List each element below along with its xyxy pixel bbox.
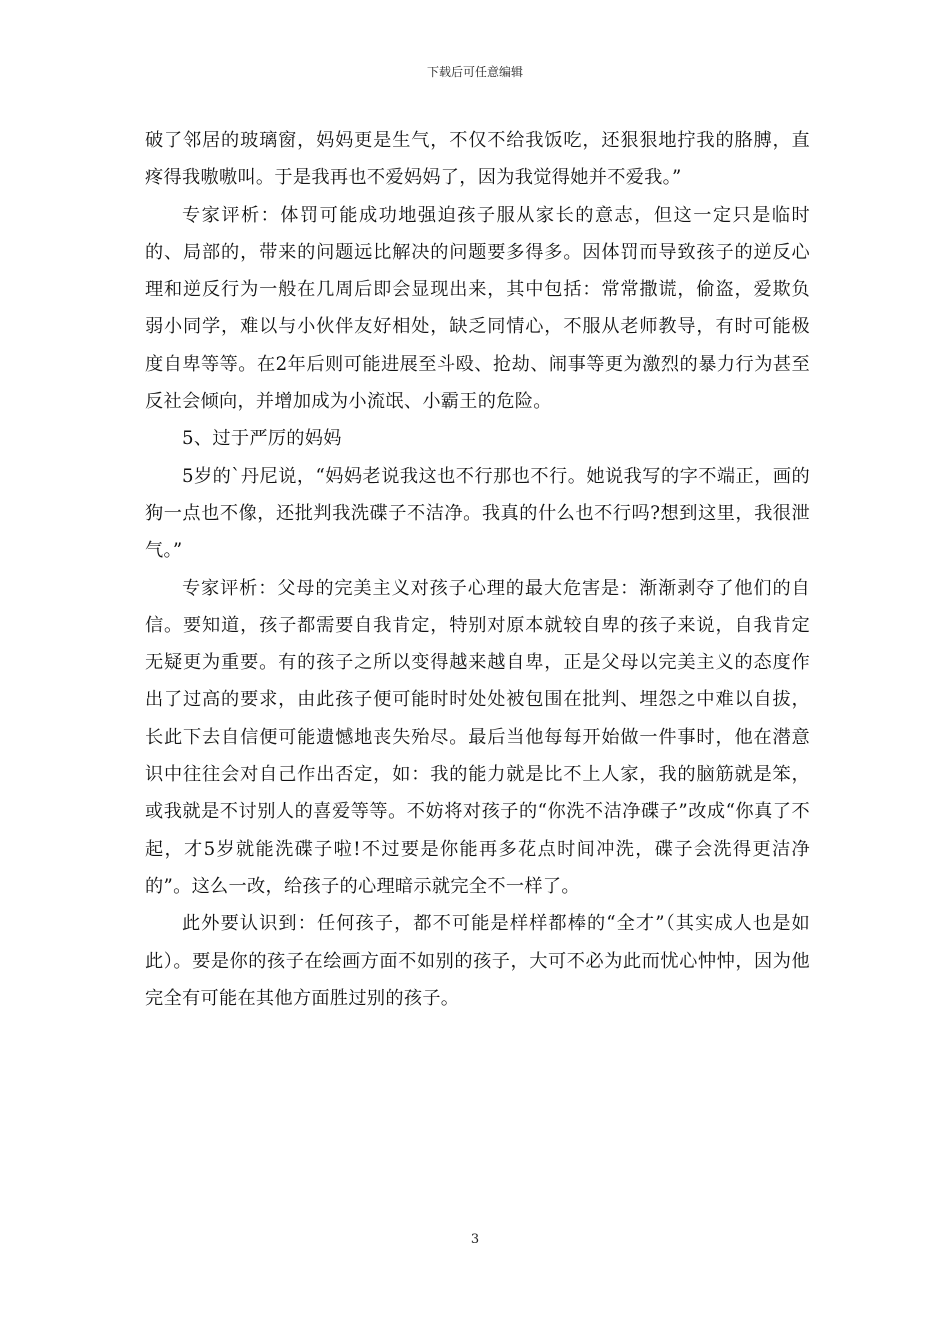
page-number: 3 [470, 1232, 480, 1247]
paragraph-conclusion: 此外要认识到：任何孩子，都不可能是样样都棒的“全才”（其实成人也是如此）。要是你的孩子在绘画方面不如别的孩子，大可不必为此而忧心忡忡，因为他完全有可能在其他方面胜过别的孩子。 [145, 913, 810, 1009]
paragraph-danny-story: 5岁的`丹尼说，“妈妈老说我这也不行那也不行。她说我写的字不端正，画的狗一点也不像，还批判我洗碟子不洁净。我真的什么也不行吗?想到这里，我很泄气。” [145, 465, 810, 562]
paragraph-story-continuation: 破了邻居的玻璃窗，妈妈更是生气，不仅不给我饭吃，还狠狠地拧我的胳膊，直疼得我嗷嗷叫。于是我再也不爱妈妈了，因为我觉得她并不爱我。” [145, 130, 810, 189]
paragraph-expert-analysis-punishment: 专家评析：体罚可能成功地强迫孩子服从家长的意志，但这一定只是临时的、局部的，带来的问题远比解决的问题要多得多。因体罚而导致孩子的逆反心理和逆反行为一般在几周后即会显现出来，其中包括：常常撒谎，偷盗，爱欺负弱小同学，难以与小伙伴友好相处，缺乏同情心，不服从老师教导，有时可能极度自卑等等。在2年后则可能进展至斗殴、抢劫、闹事等更为激烈的暴力行为甚至反社会倾向，并增加成为小流氓、小霸王的危险。 [145, 204, 810, 413]
paragraph-expert-analysis-perfectionism: 专家评析：父母的完美主义对孩子心理的最大危害是：渐渐剥夺了他们的自信。要知道，孩子都需要自我肯定，特别对原本就较自卑的孩子来说，自我肯定无疑更为重要。有的孩子之所以变得越来越自卑，正是父母以完美主义的态度作出了过高的要求，由此孩子便可能时时处处被包围在批判、埋怨之中难以自拔，长此下去自信便可能遗憾地丧失殆尽。最后当他每每开始做一件事时，他在潜意识中往往会对自己作出否定，如：我的能力就是比不上人家，我的脑筋就是笨，或我就是不讨别人的喜爱等等。不妨将对孩子的“你洗不洁净碟子”改成“你真了不起，才5岁就能洗碟子啦!不过要是你能再多花点时间冲洗，碟子会洗得更洁净的”。这么一改，给孩子的心理暗示就完全不一样了。 [145, 577, 810, 897]
page-header: 下载后可任意编辑 [426, 65, 523, 79]
section-heading-strict-mother: 5、过于严厉的妈妈 [182, 428, 342, 450]
document-body [145, 122, 810, 1017]
